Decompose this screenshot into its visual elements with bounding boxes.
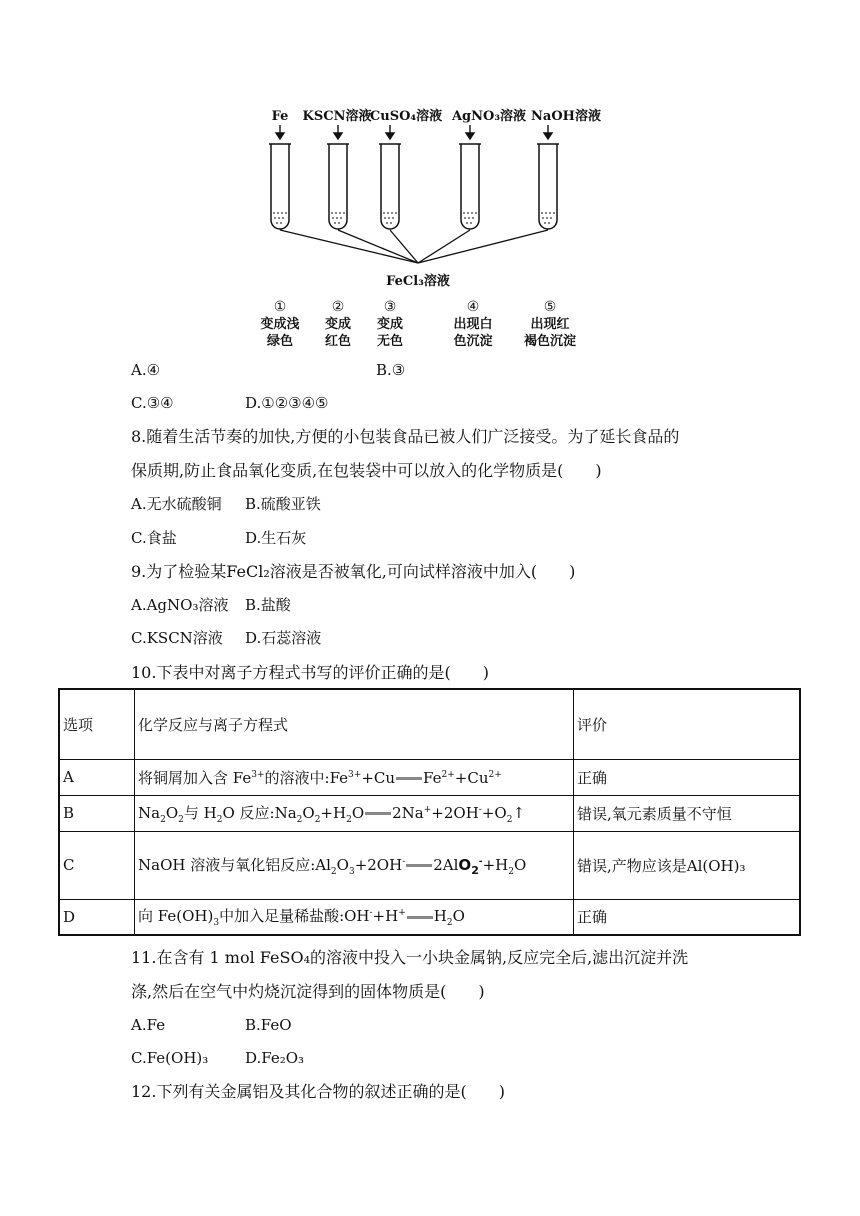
row-b-evaluation: 错误,氧元素质量不守恒 <box>574 795 801 831</box>
fecl3-label: FeCl₃溶液 <box>386 274 450 289</box>
reagent-label-fe: Fe <box>271 109 289 124</box>
q10-stem: 10.下表中对离子方程式书写的评价正确的是( ) <box>131 663 489 682</box>
outcome-line1-2: 变成 <box>324 317 352 332</box>
reagent-label-naoh: NaOH溶液 <box>531 109 601 124</box>
q12-stem: 12.下列有关金属铝及其化合物的叙述正确的是( ) <box>131 1082 505 1101</box>
outcome-line1-4: 出现白 <box>453 317 493 332</box>
test-tube-2 <box>329 144 347 229</box>
q11-option-c[interactable]: C.Fe(OH)₃ <box>131 1049 209 1067</box>
row-a-option: A <box>59 759 135 795</box>
test-tube-3 <box>381 144 399 229</box>
outcome-line2-5: 褐色沉淀 <box>523 334 577 349</box>
q9-option-a[interactable]: A.AgNO₃溶液 <box>131 596 229 614</box>
row-c-evaluation: 错误,产物应该是Al(OH)₃ <box>574 831 801 899</box>
outcome-num-5: ⑤ <box>543 299 557 315</box>
row-a-evaluation: 正确 <box>574 759 801 795</box>
q9-options-row1 <box>131 595 291 615</box>
q11-option-b[interactable]: B.FeO <box>245 1016 292 1034</box>
q8-stem-line1: 8.随着生活节奏的加快,方便的小包装食品已被人们广泛接受。为了延长食品的 <box>131 427 680 446</box>
outcome-num-2: ② <box>331 299 345 315</box>
q9-option-b[interactable]: B.盐酸 <box>245 596 291 614</box>
q9-options-row2 <box>131 628 322 648</box>
table-row <box>59 795 800 831</box>
evaluation-table <box>58 688 801 936</box>
table-row <box>59 899 800 935</box>
header-evaluation: 评价 <box>574 689 801 759</box>
table-row <box>59 759 800 795</box>
header-reaction: 化学反应与离子方程式 <box>135 689 574 759</box>
q8-options-row1 <box>131 494 321 514</box>
outcome-num-3: ③ <box>383 299 397 315</box>
q8-options-row2 <box>131 528 307 548</box>
q7-options-row1 <box>131 360 406 380</box>
row-d-evaluation: 正确 <box>574 899 801 935</box>
outcome-num-1: ① <box>273 299 287 315</box>
reagent-label-kscn: KSCN溶液 <box>302 109 372 124</box>
q8-option-d[interactable]: D.生石灰 <box>245 529 307 547</box>
table-row <box>59 831 800 899</box>
test-tube-4 <box>461 144 479 229</box>
outcome-line1-5: 出现红 <box>530 317 570 332</box>
q11-options-row2 <box>131 1048 305 1068</box>
outcome-line2-1: 绿色 <box>266 334 294 349</box>
q8-option-a[interactable]: A.无水硫酸铜 <box>131 495 222 513</box>
row-b-option: B <box>59 795 135 831</box>
test-tube-diagram <box>240 100 620 355</box>
q9-option-c[interactable]: C.KSCN溶液 <box>131 629 223 647</box>
q9-stem: 9.为了检验某FeCl₂溶液是否被氧化,可向试样溶液中加入( ) <box>131 562 576 581</box>
q7-option-c[interactable]: C.③④ <box>131 394 174 412</box>
q8-stem-line2: 保质期,防止食品氧化变质,在包装袋中可以放入的化学物质是( ) <box>131 461 602 480</box>
row-c-reaction: NaOH 溶液与氧化铝反应$:Al_2O_3+2OH^-$ $2AlO_2^-+H_2O$ <box>135 831 574 899</box>
outcome-line1-3: 变成 <box>376 317 404 332</box>
row-b-reaction: $Na_2O_2$与 $H_2O$ 反应$:Na_2O_2+H_2O$ $2Na^++2OH^-+O_2↑$ <box>135 795 574 831</box>
outcome-line1-1: 变成浅 <box>260 317 300 332</box>
reagent-label-agno3: AgNO₃溶液 <box>451 109 527 124</box>
q7-option-b[interactable]: B.③ <box>376 361 406 379</box>
q11-option-a[interactable]: A.Fe <box>131 1016 166 1034</box>
outcome-line2-2: 红色 <box>324 334 352 349</box>
outcome-line2-4: 色沉淀 <box>453 334 493 349</box>
q8-option-b[interactable]: B.硫酸亚铁 <box>245 495 321 513</box>
header-option: 选项 <box>59 689 135 759</box>
reagent-label-cuso4: CuSO₄溶液 <box>369 109 443 124</box>
outcome-num-4: ④ <box>466 299 480 315</box>
test-tube-5 <box>539 144 557 229</box>
q7-option-a[interactable]: A.④ <box>131 361 161 379</box>
row-d-reaction: 向 $Fe(OH)_3$中加入足量稀盐酸:OH-+H+ $H_2O$ <box>135 899 574 935</box>
q7-option-d[interactable]: D.①②③④⑤ <box>245 394 329 412</box>
q11-stem-line2: 涤,然后在空气中灼烧沉淀得到的固体物质是( ) <box>131 982 485 1001</box>
outcome-line2-3: 无色 <box>376 334 404 349</box>
q11-options-row1 <box>131 1015 292 1035</box>
q9-option-d[interactable]: D.石蕊溶液 <box>245 629 322 647</box>
q11-option-d[interactable]: D.Fe₂O₃ <box>245 1049 305 1067</box>
row-d-option: D <box>59 899 135 935</box>
table-header-row <box>59 689 800 759</box>
test-tube-1 <box>271 144 289 229</box>
q8-option-c[interactable]: C.食盐 <box>131 529 177 547</box>
row-c-option: C <box>59 831 135 899</box>
row-a-reaction: 将铜屑加入含 $Fe^{3+}$的溶液中$:Fe^{3+}+Cu$ $Fe^{2+}+Cu^{2+}$ <box>135 759 574 795</box>
q11-stem-line1: 11.在含有 1 mol FeSO₄的溶液中投入一小块金属钠,反应完全后,滤出沉淀并洗 <box>131 948 689 967</box>
q7-options-row2 <box>131 393 329 413</box>
